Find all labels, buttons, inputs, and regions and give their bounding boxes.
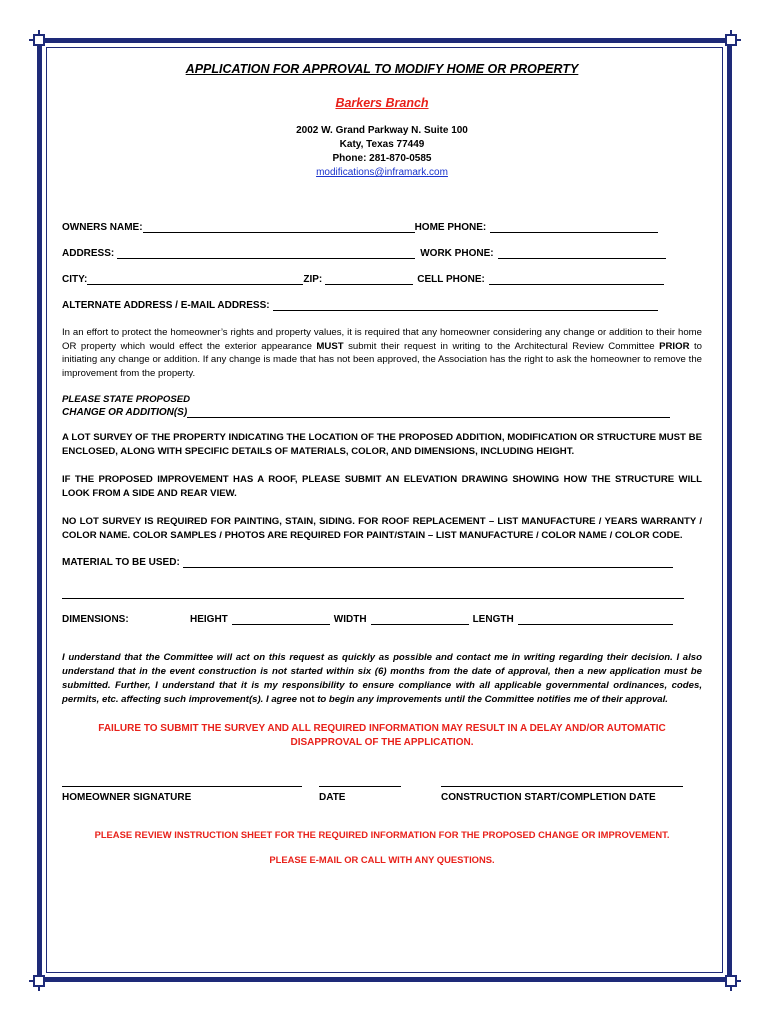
corner-box-bottom-left <box>33 975 45 987</box>
height-field[interactable] <box>232 614 330 625</box>
address-line-1: 2002 W. Grand Parkway N. Suite 100 <box>296 125 468 136</box>
material-field-2[interactable] <box>62 588 684 599</box>
city-label: CITY: <box>62 274 88 285</box>
owners-row <box>62 222 702 233</box>
review-instructions: PLEASE REVIEW INSTRUCTION SHEET FOR THE REQUIRED INFORMATION FOR THE PROPOSED CHANGE OR IMPROVEMENT. <box>94 829 670 840</box>
length-field[interactable] <box>518 614 673 625</box>
intro-prior: PRIOR <box>659 340 690 352</box>
home-phone-label: HOME PHONE: <box>414 222 487 233</box>
material-label: MATERIAL TO BE USED: <box>62 557 180 568</box>
address-block <box>62 124 702 166</box>
agreement-paragraph <box>62 651 702 707</box>
phone-line: Phone: 281-870-0585 <box>332 153 432 164</box>
date-field[interactable] <box>319 776 401 787</box>
zip-field[interactable] <box>325 274 413 285</box>
contact-note: PLEASE E-MAIL OR CALL WITH ANY QUESTIONS. <box>269 854 495 865</box>
lot-survey-requirement: A LOT SURVEY OF THE PROPERTY INDICATING THE LOCATION OF THE PROPOSED ADDITION, MODIFICATION OR STRUCTURE MUST BE ENCLOSED, ALONG WITH SPECIFIC DETAILS OF MATERIALS, COLOR, AND DIMENSIONS, INCLUDING HEIGHT. <box>62 432 702 457</box>
proposed-change-field[interactable] <box>187 407 670 418</box>
construction-date-label: CONSTRUCTION START/COMPLETION DATE <box>441 792 656 803</box>
email-link[interactable]: modifications@inframark.com <box>316 167 448 178</box>
address-label: ADDRESS: <box>62 248 115 259</box>
dimensions-label: DIMENSIONS: <box>62 614 129 625</box>
proposed-row <box>62 407 702 418</box>
branch-name: Barkers Branch <box>335 96 429 110</box>
homeowner-signature-label: HOMEOWNER SIGNATURE <box>62 792 192 803</box>
material-field[interactable] <box>183 557 673 568</box>
signature-block <box>62 772 702 812</box>
cell-phone-field[interactable] <box>489 274 664 285</box>
width-label: WIDTH <box>333 614 367 625</box>
material-row <box>62 557 702 568</box>
intro-text-2: submit their request in writing to the Architectural Review Committee <box>343 340 660 352</box>
cell-phone-label: CELL PHONE: <box>417 274 485 285</box>
proposed-label-1: PLEASE STATE PROPOSED <box>62 394 191 405</box>
alt-address-row <box>62 300 702 311</box>
construction-date-field[interactable] <box>441 776 683 787</box>
roof-requirement: IF THE PROPOSED IMPROVEMENT HAS A ROOF, PLEASE SUBMIT AN ELEVATION DRAWING SHOWING HOW THE STRUCTURE WILL LOOK FROM A SIDE AND REAR VIEW. <box>62 474 702 499</box>
form-title: APPLICATION FOR APPROVAL TO MODIFY HOME OR PROPERTY <box>185 62 579 76</box>
zip-label: ZIP: <box>303 274 323 285</box>
intro-text-1: In an effort to protect the homeowner’s rights and property values, it is required that any homeowner considering any change or addition to their home OR property which would effect the exterior appearance <box>62 327 702 352</box>
work-phone-label: WORK PHONE: <box>420 248 494 259</box>
form-content <box>62 58 702 865</box>
date-label: DATE <box>319 792 346 803</box>
failure-warning: FAILURE TO SUBMIT THE SURVEY AND ALL REQUIRED INFORMATION MAY RESULT IN A DELAY AND/OR AUTOMATIC DISAPPROVAL OF THE APPLICATION. <box>98 723 666 748</box>
city-row <box>62 274 702 285</box>
intro-text-3: to initiating any change or addition. If any change is made that has not been approved, the Association has the right to ask the homeowner to remove the improvement from the property. <box>62 340 702 379</box>
owners-name-field[interactable] <box>143 222 415 233</box>
city-field[interactable] <box>87 274 303 285</box>
work-phone-field[interactable] <box>498 248 666 259</box>
alt-address-field[interactable] <box>273 300 658 311</box>
height-label: HEIGHT <box>190 614 228 625</box>
width-field[interactable] <box>371 614 469 625</box>
dimensions-row <box>62 614 702 625</box>
agreement-text-1: I understand that the Committee will act on this request as quickly as possible and contact me in writing regarding their decision. I also understand that in the event construction is not started within six (6) months from the date of approval, then a new application must be submitted. Further, I understand that it is my responsibility to ensure compliance with all applicable governmental ordinances, codes, permits, etc. affecting such improvement(s). I agree <box>62 652 702 705</box>
home-phone-field[interactable] <box>490 222 658 233</box>
no-survey-requirement: NO LOT SURVEY IS REQUIRED FOR PAINTING, STAIN, SIDING. FOR ROOF REPLACEMENT – LIST MANUFACTURE / YEARS WARRANTY / COLOR NAME. COLOR SAMPLES / PHOTOS ARE REQUIRED FOR PAINT/STAIN – LIST MANUFACTURE / COLOR NAME / COLOR CODE. <box>62 516 702 541</box>
material-row-2 <box>62 588 702 599</box>
owners-name-label: OWNERS NAME: <box>62 222 143 233</box>
homeowner-signature-field[interactable] <box>62 776 302 787</box>
length-label: LENGTH <box>472 614 514 625</box>
agreement-text-2: to begin any improvements until the Committee notifies me of their approval. <box>314 694 668 705</box>
intro-must: MUST <box>316 340 344 352</box>
address-field[interactable] <box>117 248 415 259</box>
corner-box-bottom-right <box>725 975 737 987</box>
address-line-2: Katy, Texas 77449 <box>339 139 425 150</box>
corner-box-top-right <box>725 34 737 46</box>
address-row <box>62 248 702 259</box>
agreement-not: not <box>299 694 315 705</box>
corner-box-top-left <box>33 34 45 46</box>
alt-address-label: ALTERNATE ADDRESS / E-MAIL ADDRESS: <box>62 300 270 311</box>
intro-paragraph <box>62 326 702 380</box>
proposed-label-2: CHANGE OR ADDITION(S) <box>62 407 188 418</box>
